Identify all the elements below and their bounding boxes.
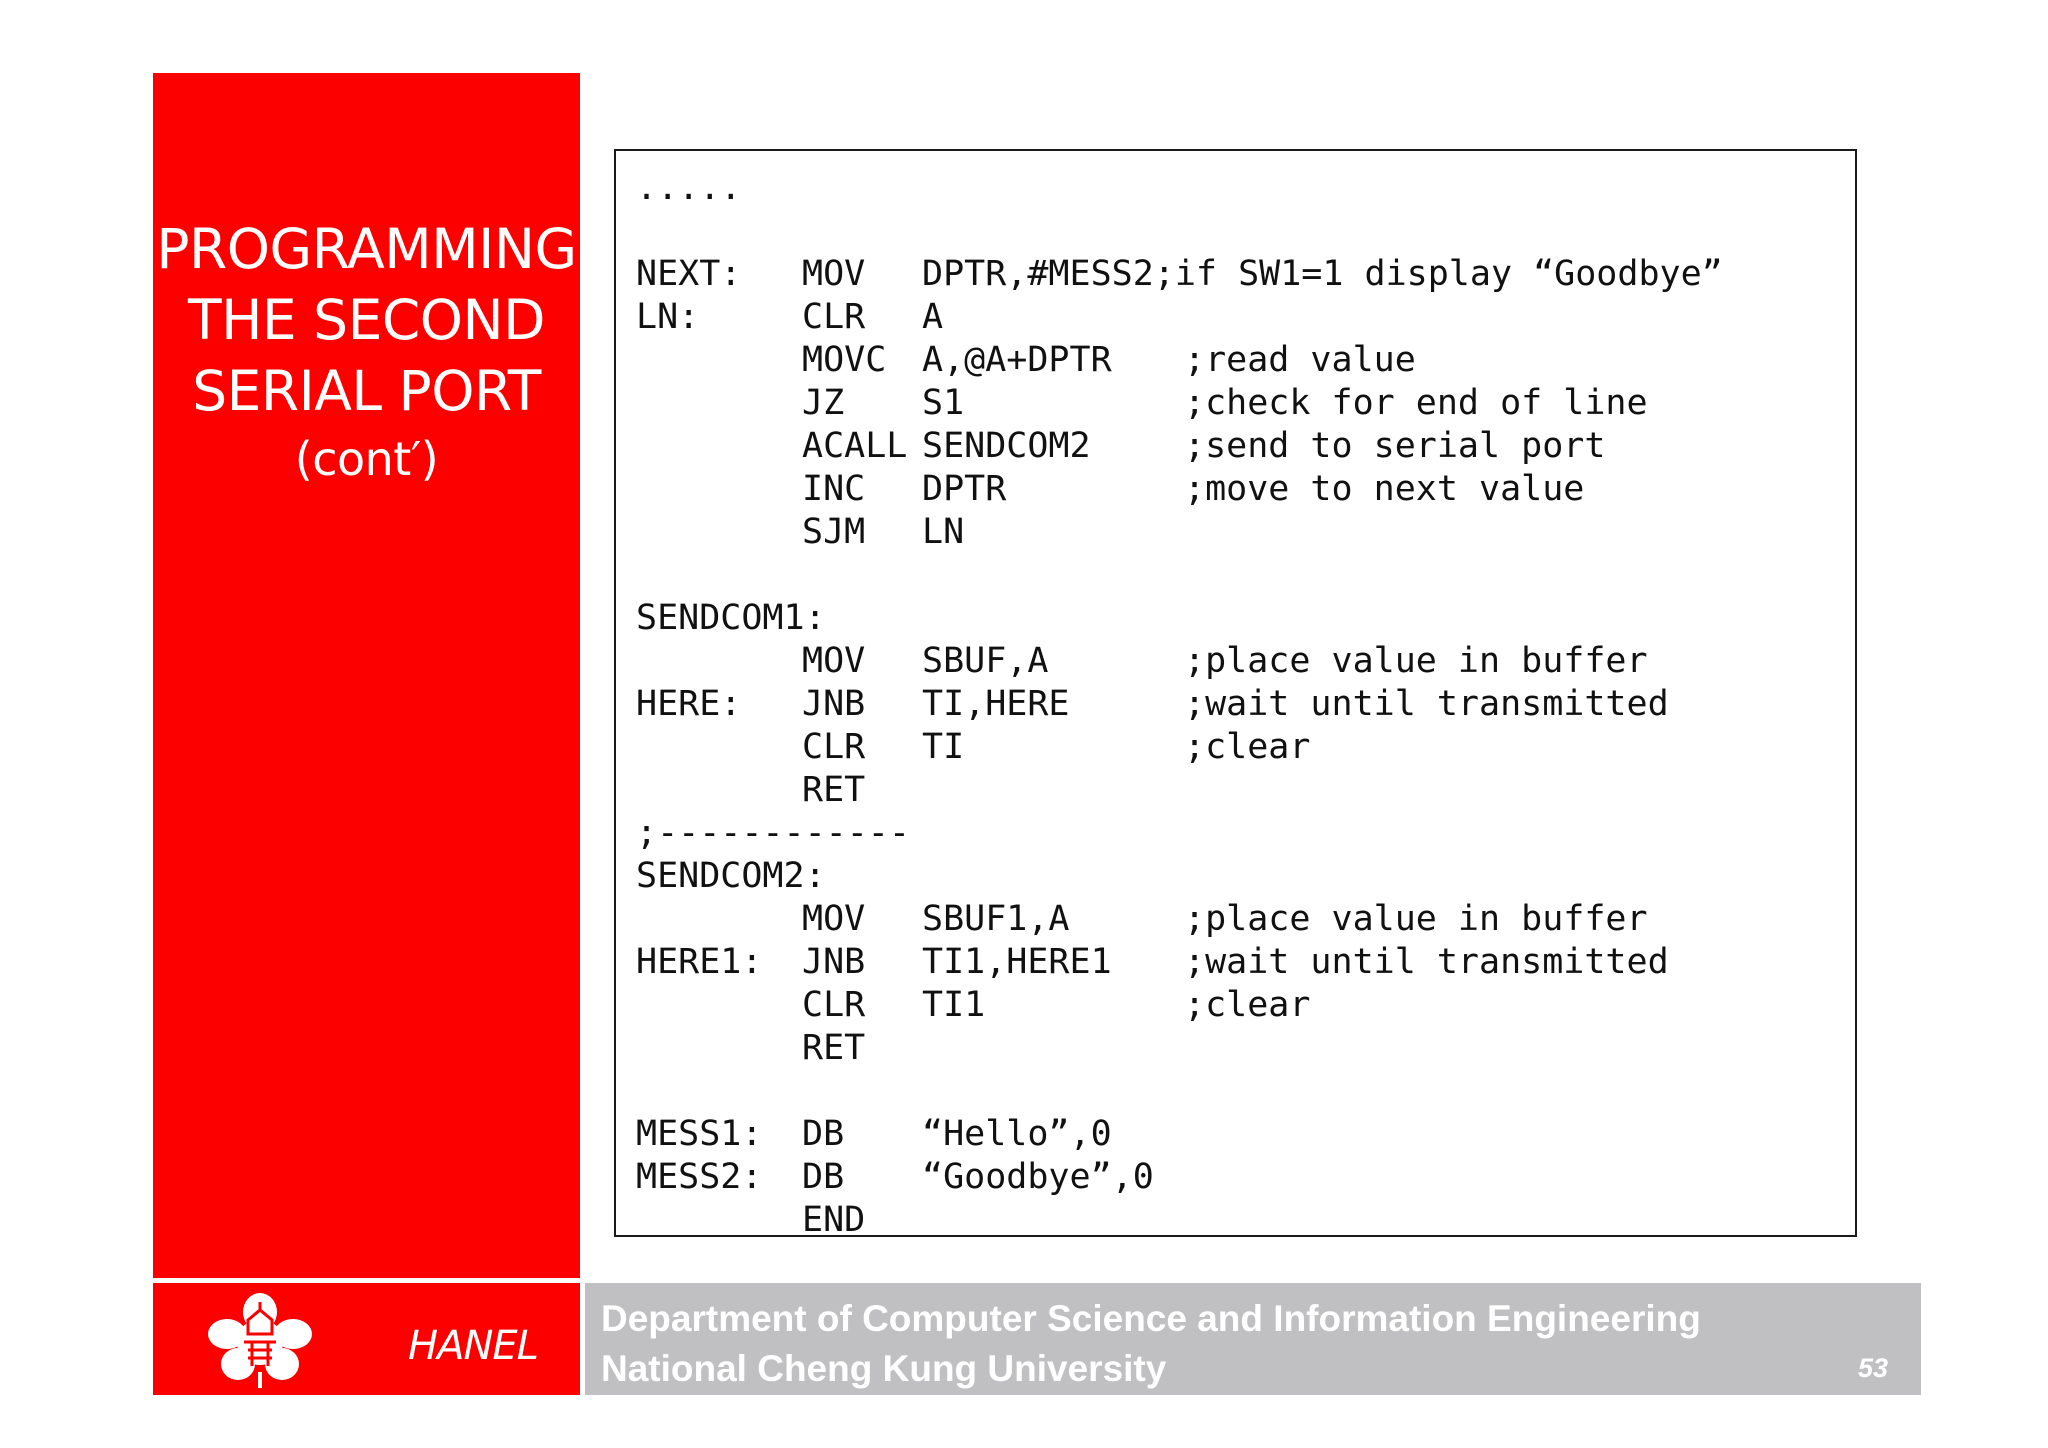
code-opcode: JNB [802,942,866,982]
code-operand: TI1 [922,985,986,1025]
code-label: SENDCOM2: [636,856,826,896]
code-line [636,468,1723,511]
code-opcode: RET [802,1028,866,1068]
department-line: Department of Computer Science and Information Engineering [601,1298,1701,1339]
code-operand: DPTR,#MESS2;if SW1=1 display “Goodbye” [922,254,1723,294]
ncku-university-emblem-icon [200,1290,320,1390]
code-opcode: SJM [802,512,866,552]
code-opcode: JNB [802,684,866,724]
code-label: NEXT: [636,254,742,294]
code-operand: S1 [922,383,965,423]
code-operand: DPTR [922,469,1007,509]
code-operand: SENDCOM2 [922,426,1091,466]
code-opcode: END [802,1200,866,1240]
code-line [636,812,1723,855]
code-label: ..... [636,168,742,208]
code-opcode: CLR [802,727,866,767]
code-opcode: JZ [802,383,845,423]
code-operand: A [922,297,944,337]
code-comment: ;place value in buffer [1184,899,1648,939]
code-comment: ;wait until transmitted [1184,684,1669,724]
code-line [636,726,1723,769]
code-comment: ;move to next value [1184,469,1585,509]
code-label: HERE: [636,684,742,724]
code-comment: ;check for end of line [1184,383,1648,423]
code-line [636,167,1723,210]
code-line [636,1199,1723,1242]
code-opcode: MOV [802,254,866,294]
code-line [636,253,1723,296]
code-opcode: MOV [802,899,866,939]
slide-title [153,214,580,489]
code-opcode: DB [802,1114,845,1154]
title-line-3: SERIAL PORT [192,359,541,423]
code-opcode: CLR [802,985,866,1025]
code-line [636,1156,1723,1199]
code-line [636,855,1723,898]
code-line [636,1113,1723,1156]
code-line [636,511,1723,554]
code-line [636,210,1723,253]
code-opcode: CLR [802,297,866,337]
code-label: MESS2: [636,1157,763,1197]
code-opcode: RET [802,770,866,810]
code-line [636,1027,1723,1070]
code-operand: “Hello”,0 [922,1114,1112,1154]
code-label: ;------------ [636,813,910,853]
code-label: LN: [636,297,700,337]
code-label: HERE1: [636,942,763,982]
code-operand: LN [922,512,965,552]
code-comment: ;clear [1184,727,1311,767]
code-line [636,296,1723,339]
code-line [636,1070,1723,1113]
department-text [601,1294,1701,1394]
code-line [636,554,1723,597]
code-line [636,683,1723,726]
code-operand: SBUF1,A [922,899,1070,939]
code-operand: TI,HERE [922,684,1070,724]
title-continued: (cont′) [294,432,439,486]
code-comment: ;wait until transmitted [1184,942,1669,982]
code-line [636,339,1723,382]
code-operand: TI1,HERE1 [922,942,1112,982]
code-line [636,597,1723,640]
code-listing [636,167,1723,1242]
code-opcode: DB [802,1157,845,1197]
code-line [636,984,1723,1027]
code-listing-box [614,149,1857,1240]
code-comment: ;send to serial port [1184,426,1606,466]
code-opcode: MOVC [802,340,887,380]
code-line [636,382,1723,425]
code-line [636,769,1723,812]
code-operand: A,@A+DPTR [922,340,1112,380]
code-line [636,941,1723,984]
code-operand: “Goodbye”,0 [922,1157,1154,1197]
code-operand: TI [922,727,965,767]
code-line [636,425,1723,468]
author-name: HANEL [408,1323,538,1369]
code-comment: ;place value in buffer [1184,641,1648,681]
title-line-2: THE SECOND [187,288,546,352]
code-line [636,898,1723,941]
code-comment: ;clear [1184,985,1311,1025]
code-label: SENDCOM1: [636,598,826,638]
code-opcode: ACALL [802,426,908,466]
code-label: MESS1: [636,1114,763,1154]
title-line-1: PROGRAMMING [156,217,577,281]
code-opcode: INC [802,469,866,509]
code-operand: SBUF,A [922,641,1049,681]
code-opcode: MOV [802,641,866,681]
page-number: 53 [1858,1353,1889,1383]
university-line: National Cheng Kung University [601,1348,1167,1389]
code-line [636,640,1723,683]
code-comment: ;read value [1184,340,1416,380]
